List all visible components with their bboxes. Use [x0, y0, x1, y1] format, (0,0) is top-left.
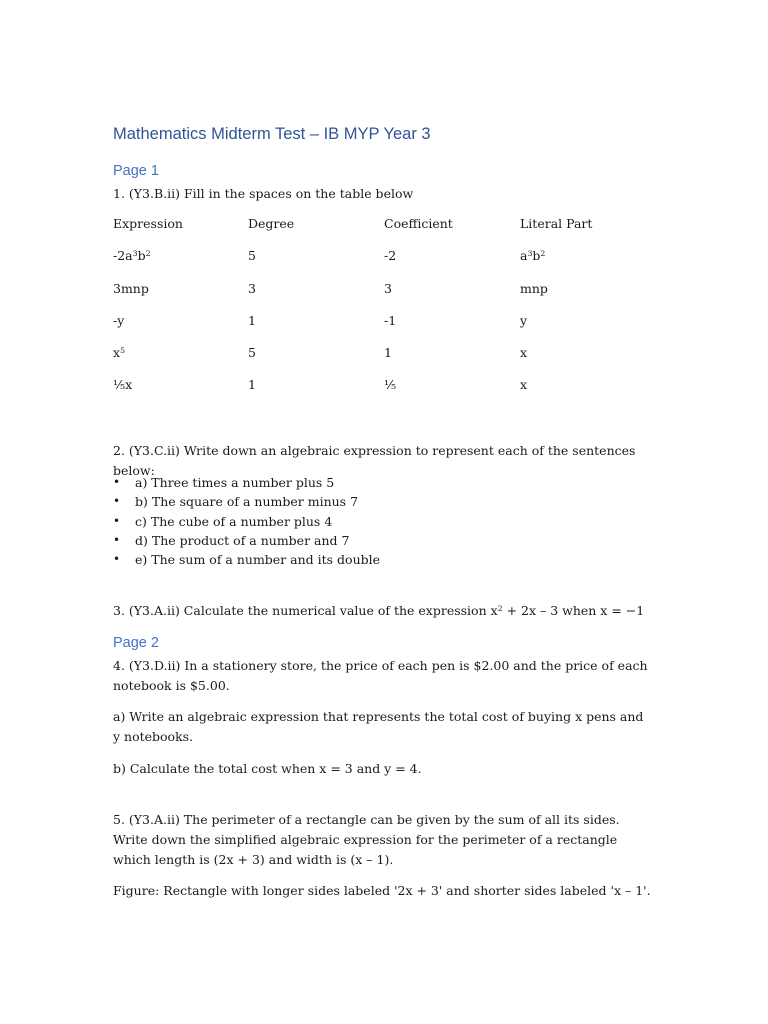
- page2-heading: Page 2: [113, 635, 159, 651]
- list-item: • b) The square of a number minus 7: [113, 494, 359, 510]
- table-cell-literal-part: $a^3b^2$: [520, 248, 546, 263]
- bullet-icon: •: [113, 552, 121, 567]
- bullet-icon: •: [113, 532, 121, 547]
- table-cell-expression: 3mnp: [113, 281, 149, 296]
- table-cell-literal-part: y: [520, 313, 528, 328]
- list-item: • c) The cube of a number plus 4: [113, 513, 333, 529]
- bullet-icon: •: [113, 475, 121, 489]
- table-header-degree: Degree: [248, 216, 295, 231]
- bullet-icon: •: [113, 494, 121, 509]
- figure-caption: Figure: Rectangle with longer sides labeled '2x + 3' and shorter sides labeled 'x – 1'.: [113, 883, 651, 898]
- table-cell-literal-part: x: [520, 345, 528, 360]
- list-item: • d) The product of a number and 7: [113, 532, 350, 548]
- document-title: Mathematics Midterm Test – IB MYP Year 3: [113, 125, 431, 143]
- list-item: • e) The sum of a number and its double: [113, 552, 381, 568]
- table-cell-literal-part: mnp: [520, 281, 548, 296]
- table-cell-degree: 5: [248, 345, 256, 360]
- table-cell-degree: 1: [248, 377, 256, 392]
- bullet-icon: •: [113, 513, 121, 528]
- question-4a: a) Write an algebraic expression that represents the total cost of buying x pens and y notebooks.: [113, 709, 644, 744]
- table-header-expression: Expression: [113, 216, 183, 231]
- table-header-literal-part: Literal Part: [520, 216, 593, 231]
- table-cell-expression: -y: [113, 313, 125, 328]
- table-cell-degree: 1: [248, 313, 256, 328]
- question-1: 1. (Y3.B.ii) Fill in the spaces on the table below: [113, 186, 414, 201]
- table-cell-coefficient: 3: [384, 281, 392, 296]
- table-cell-expression: $x^5$: [113, 345, 125, 360]
- question-2: 2. (Y3.C.ii) Write down an algebraic expression to represent each of the sentences below:: [113, 443, 636, 478]
- table-row: [113, 377, 653, 397]
- table-cell-expression: $-2a^3b^2$: [113, 248, 151, 263]
- table-cell-degree: 5: [248, 248, 256, 263]
- table-row: [113, 248, 653, 268]
- question-5: 5. (Y3.A.ii) The perimeter of a rectangle can be given by the sum of all its sides. Write down the simplified algebraic expression for the perimeter of a rectangle which length is (2x + 3) and width is (x – 1).: [113, 812, 620, 867]
- table-header-coefficient: Coefficient: [384, 216, 453, 231]
- table-row: [113, 345, 653, 365]
- table-row: [113, 281, 653, 301]
- question-2-list: [113, 473, 380, 569]
- question-3: 3. (Y3.A.ii) Calculate the numerical value of the expression $x^2 + 2x - 3$ when x = −1: [113, 603, 645, 618]
- page1-heading: Page 1: [113, 163, 159, 179]
- table-cell-expression: ⅕x: [113, 377, 133, 392]
- table-cell-coefficient: 1: [384, 345, 392, 360]
- table-cell-coefficient: ⅕: [384, 377, 397, 392]
- table-cell-literal-part: x: [520, 377, 528, 392]
- question-4: 4. (Y3.D.ii) In a stationery store, the price of each pen is $2.00 and the price of each notebook is $5.00.: [113, 658, 648, 693]
- table-cell-coefficient: -2: [384, 248, 397, 263]
- table-header-row: [113, 216, 653, 236]
- table-cell-coefficient: -1: [384, 313, 397, 328]
- table-row: [113, 313, 653, 333]
- list-item: • a) Three times a number plus 5: [113, 475, 335, 490]
- table-cell-degree: 3: [248, 281, 256, 296]
- question-4b: b) Calculate the total cost when x = 3 and y = 4.: [113, 761, 422, 776]
